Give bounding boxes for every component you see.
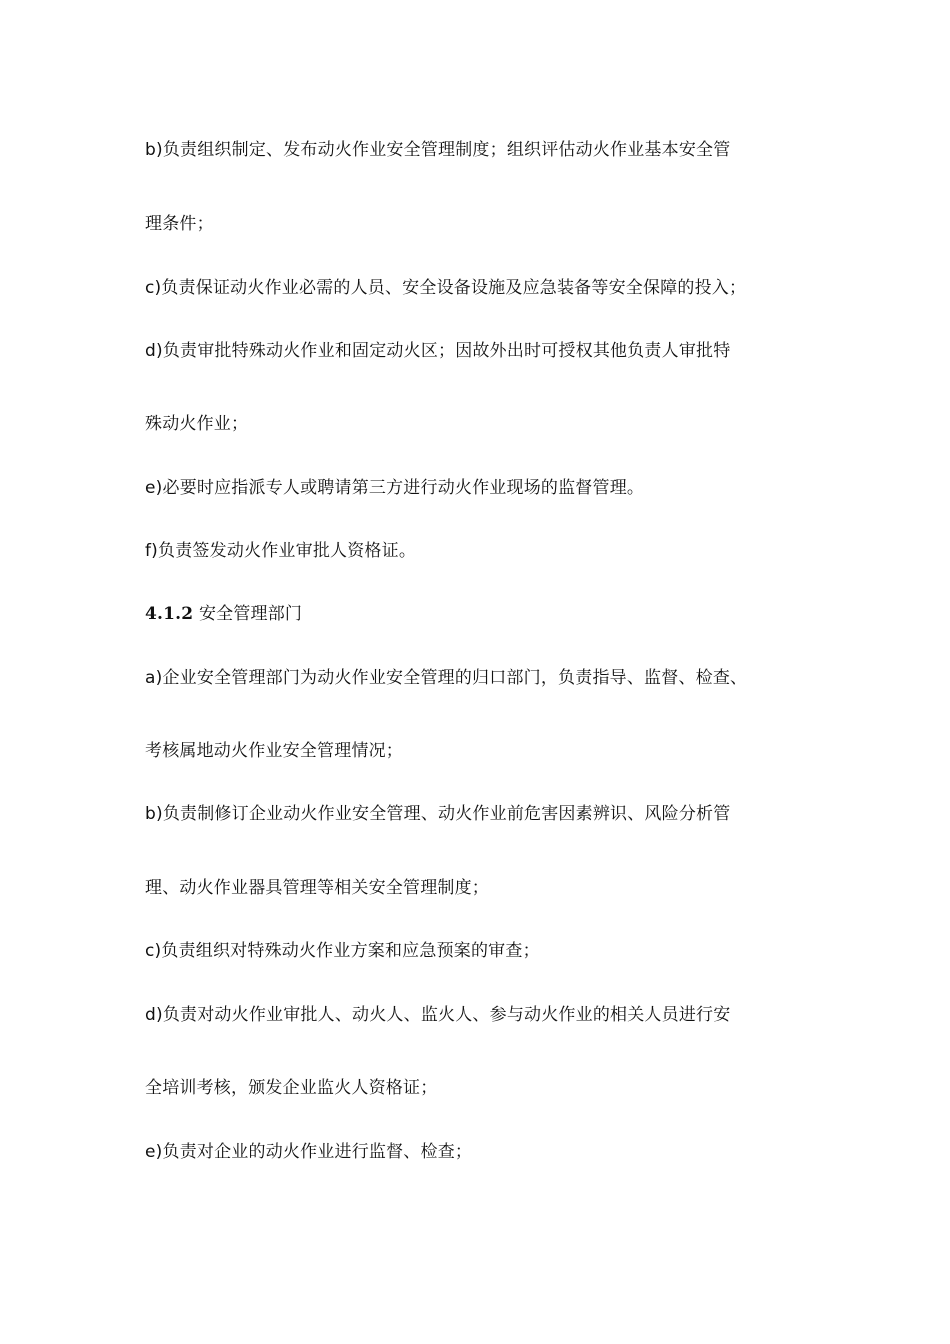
paragraph-line-b: b)负责组织制定、发布动火作业安全管理制度；组织评估动火作业基本安全管 [145, 140, 731, 160]
section-line-d: d)负责对动火作业审批人、动火人、监火人、参与动火作业的相关人员进行安 [145, 1005, 731, 1025]
section-heading [145, 603, 302, 625]
paragraph-line-d: d)负责审批特殊动火作业和固定动火区；因故外出时可授权其他负责人审批特 [145, 341, 731, 361]
section-line-a-cont: 考核属地动火作业安全管理情况； [145, 741, 403, 761]
section-line-e: e)负责对企业的动火作业进行监督、检查； [145, 1142, 473, 1162]
section-line-b-cont: 理、动火作业器具管理等相关安全管理制度； [145, 878, 489, 898]
paragraph-line-b-cont: 理条件； [145, 214, 214, 234]
section-line-c: c)负责组织对特殊动火作业方案和应急预案的审查； [145, 941, 540, 961]
paragraph-line-f: f)负责签发动火作业审批人资格证。 [145, 541, 417, 561]
paragraph-line-e: e)必要时应指派专人或聘请第三方进行动火作业现场的监督管理。 [145, 478, 645, 498]
section-title: 安全管理部门 [198, 604, 303, 624]
section-number: 4.1.2 [145, 604, 194, 624]
section-line-a: a)企业安全管理部门为动火作业安全管理的归口部门，负责指导、监督、检查、 [145, 668, 748, 688]
section-line-d-cont: 全培训考核，颁发企业监火人资格证； [145, 1078, 438, 1098]
paragraph-line-d-cont: 殊动火作业； [145, 414, 249, 434]
section-line-b: b)负责制修订企业动火作业安全管理、动火作业前危害因素辨识、风险分析管 [145, 804, 731, 824]
paragraph-line-c: c)负责保证动火作业必需的人员、安全设备设施及应急装备等安全保障的投入； [145, 278, 747, 298]
